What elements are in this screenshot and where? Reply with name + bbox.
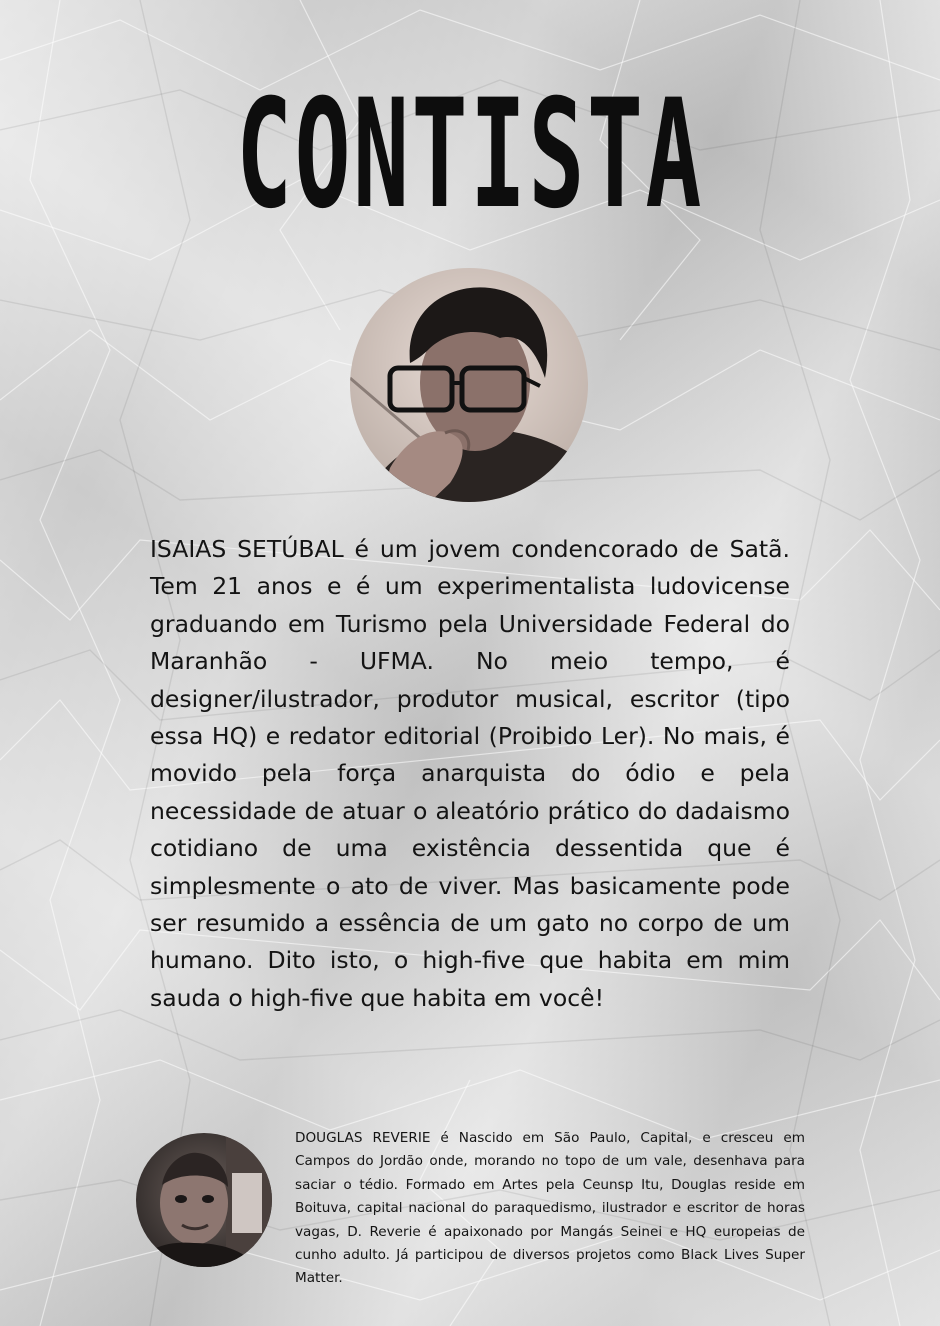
portrait-photo-icon xyxy=(350,268,588,502)
isaias-bio-text: ISAIAS SETÚBAL é um jovem condencorado de Satã. Tem 21 anos e é um experimentalista ludovicense graduando em Turismo pela Universidade Federal do Maranhão - UFMA. No meio tempo, é designer/ilustrador, produtor musical, escritor (tipo essa HQ) e redator editorial (Proibido Ler). No mais, é movido pela força anarquista do ódio e pela necessidade de atuar o aleatório prático do dadaismo cotidiano de uma existência dessentida que é simplesmente o ato de viver. Mas basicamente pode ser resumido a essência de um gato no corpo de um humano. Dito isto, o high-five que habita em mim sauda o high-five que habita em você! xyxy=(150,535,790,1012)
douglas-bio-text: DOUGLAS REVERIE é Nascido em São Paulo, Capital, e cresceu em Campos do Jordão onde, morando no topo de um vale, desenhava para saciar o tédio. Formado em Artes pela Ceunsp Itu, Douglas reside em Boituva, capital nacional do paraquedismo, ilustrador e escritor de horas vagas, D. Reverie é apaixonado por Mangás Seinei e HQ europeias de cunho adulto. Já participou de diversos projetos como Black Lives Super Matter. xyxy=(295,1130,805,1287)
isaias-portrait-photo xyxy=(350,268,588,502)
page-title: CONTISTA xyxy=(236,68,704,242)
douglas-portrait-photo xyxy=(136,1133,272,1267)
portrait-photo-icon xyxy=(136,1133,272,1267)
